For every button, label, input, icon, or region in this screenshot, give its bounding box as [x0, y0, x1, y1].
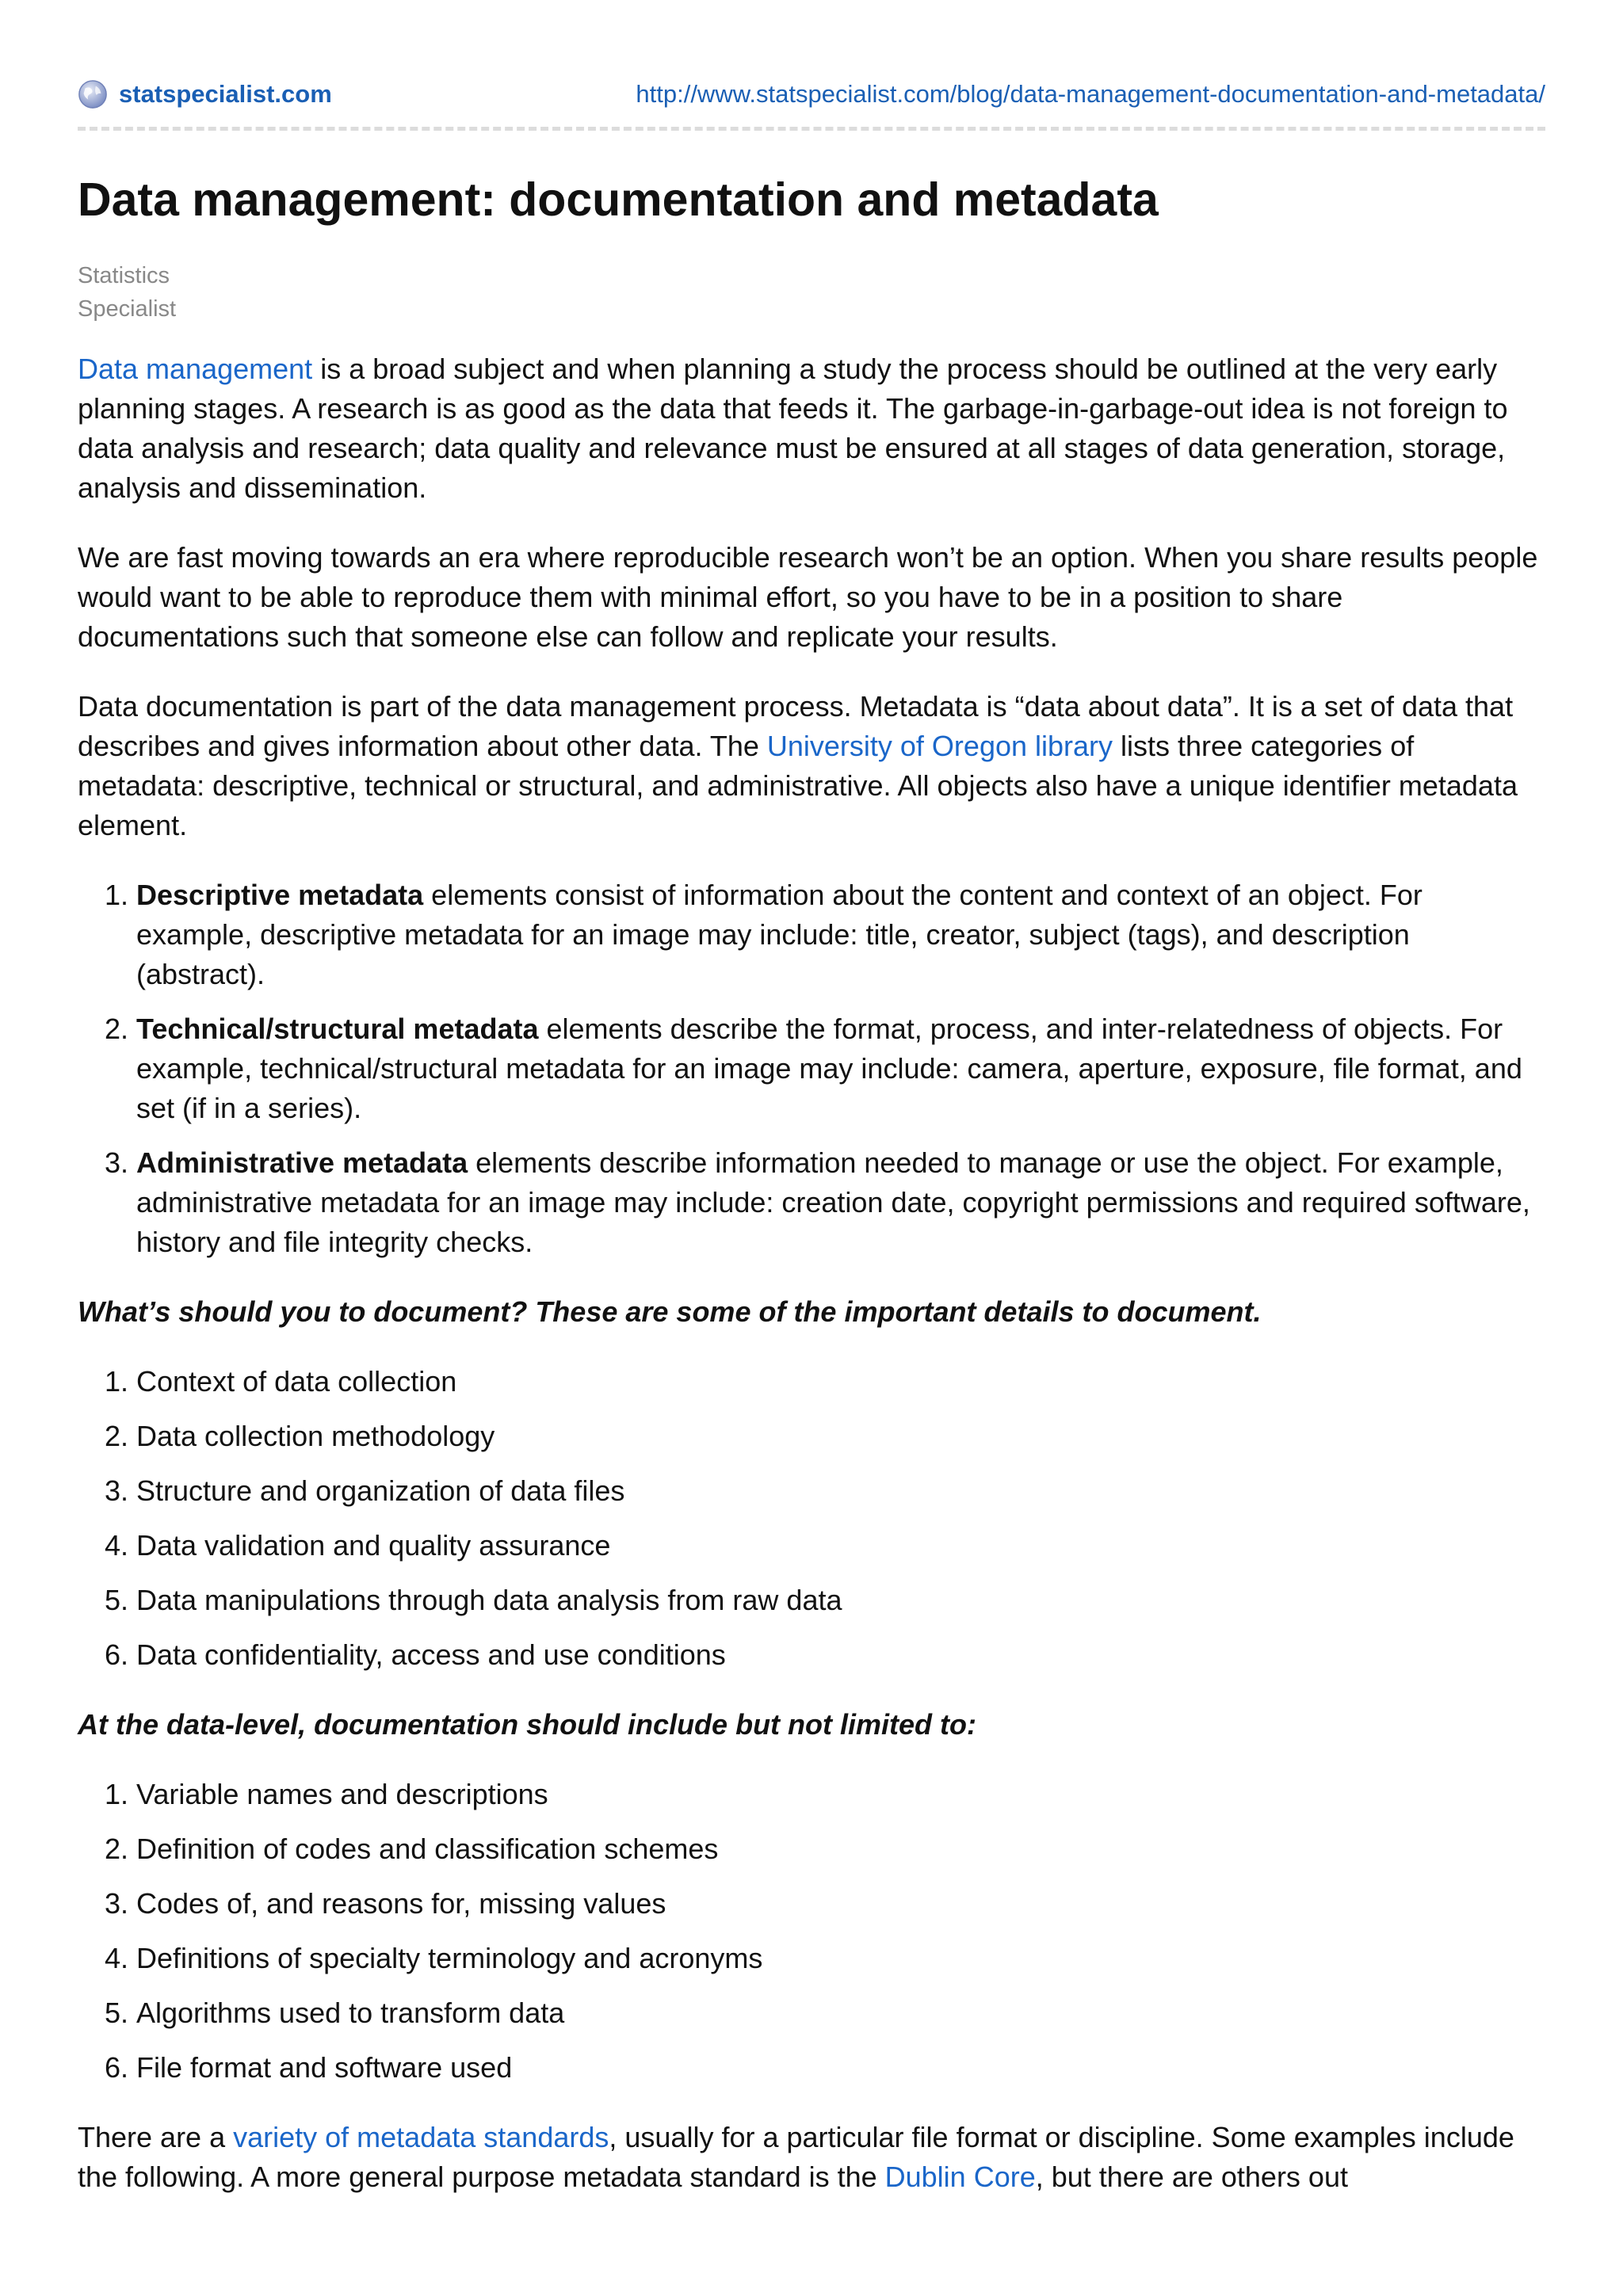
- paragraph-standards-text-a: There are a: [78, 2120, 234, 2153]
- list-item: 5. Algorithms used to transform data: [136, 1993, 1545, 2033]
- list-item: [136, 1143, 1545, 1262]
- heading-data-level: At the data-level, documentation should include but not limited to:: [78, 1707, 976, 1741]
- author-line-2: Specialist: [78, 296, 177, 322]
- globe-icon: [78, 79, 108, 109]
- list-item: 4. Definitions of specialty terminology and acronyms: [136, 1939, 1545, 1978]
- list-item: [136, 875, 1545, 994]
- metadata-term: Technical/structural metadata: [136, 1012, 539, 1045]
- list-item: 5. Data manipulations through data analysis from raw data: [136, 1581, 1545, 1620]
- list-item: 6. Data confidentiality, access and use conditions: [136, 1635, 1545, 1675]
- author-line-1: Statistics: [78, 262, 170, 288]
- list-item: 1. Variable names and descriptions: [136, 1775, 1545, 1814]
- paragraph-standards-text-c: , but there are others out: [1035, 2160, 1348, 2193]
- dublin-core-link[interactable]: Dublin Core: [884, 2160, 1036, 2193]
- list-item: 2. Definition of codes and classification schemes: [136, 1829, 1545, 1869]
- metadata-standards-link[interactable]: variety of metadata standards: [233, 2120, 609, 2153]
- metadata-desc: elements describe the format, process, and inter-relatedness of objects. For example, technical/structural metadata for an image may include: camera, aperture, exposure, file format, and set (if in a series).: [136, 1012, 1522, 1124]
- metadata-desc: elements consist of information about the content and context of an object. For example, descriptive metadata for an image may include: title, creator, subject (tags), and description (abstract).: [136, 878, 1423, 990]
- site-name[interactable]: statspecialist.com: [119, 80, 332, 108]
- metadata-desc: elements describe information needed to manage or use the object. For example, administrative metadata for an image may include: creation date, copyright permissions and required software, history and file integrity checks.: [136, 1146, 1530, 1258]
- author-block: [78, 259, 1545, 326]
- data-management-link[interactable]: Data management: [78, 352, 313, 385]
- paragraph-standards: [78, 2118, 1545, 2197]
- list-item: 3. Structure and organization of data files: [136, 1471, 1545, 1511]
- list-item: 2. Data collection methodology: [136, 1417, 1545, 1456]
- list-item: 6. File format and software used: [136, 2048, 1545, 2088]
- document-items-list: [78, 1362, 1545, 1675]
- paragraph-standards-text-b: , usually for a particular file format or discipline. Some examples include the following. A more general purpose metadata standard is the: [78, 2120, 1514, 2193]
- list-item: 4. Data validation and quality assurance: [136, 1526, 1545, 1566]
- metadata-types-list: [78, 875, 1545, 1262]
- paragraph-documentation-text-a: Data documentation is part of the data management process. Metadata is “data about data”. It is a set of data that describes and gives information about other data. The: [78, 689, 1514, 762]
- data-level-items-list: [78, 1775, 1545, 2088]
- paragraph-documentation: [78, 687, 1545, 845]
- paragraph-intro: [78, 349, 1545, 508]
- paragraph-documentation-text-b: lists three categories of metadata: descriptive, technical or structural, and administrative. All objects also have a unique identifier metadata element.: [78, 729, 1518, 841]
- list-item: 1. Context of data collection: [136, 1362, 1545, 1402]
- page-header: [78, 0, 1545, 131]
- metadata-term: Administrative metadata: [136, 1146, 468, 1179]
- paragraph-intro-text: is a broad subject and when planning a study the process should be outlined at the very early planning stages. A research is as good as the data that feeds it. The garbage-in-garbage-out idea is not foreign to data analysis and research; data quality and relevance must be ensured at all stages of data generation, storage, analysis and dissemination.: [78, 352, 1508, 504]
- list-item: [136, 1009, 1545, 1128]
- article-title: Data management: documentation and metadata: [78, 174, 1159, 226]
- paragraph-reproducible: We are fast moving towards an era where reproducible research won’t be an option. When you share results people would want to be able to reproduce them with minimal effort, so you have to be in a position to share documentations such that someone else can follow and replicate your results.: [78, 540, 1538, 653]
- metadata-term: Descriptive metadata: [136, 878, 424, 911]
- list-item: 3. Codes of, and reasons for, missing values: [136, 1884, 1545, 1924]
- site-brand[interactable]: [78, 79, 332, 109]
- heading-what-to-document: What’s should you to document? These are some of the important details to document.: [78, 1295, 1262, 1328]
- page-url-link[interactable]: http://www.statspecialist.com/blog/data-management-documentation-and-metadata/: [636, 80, 1545, 108]
- university-of-oregon-link[interactable]: University of Oregon library: [766, 729, 1113, 762]
